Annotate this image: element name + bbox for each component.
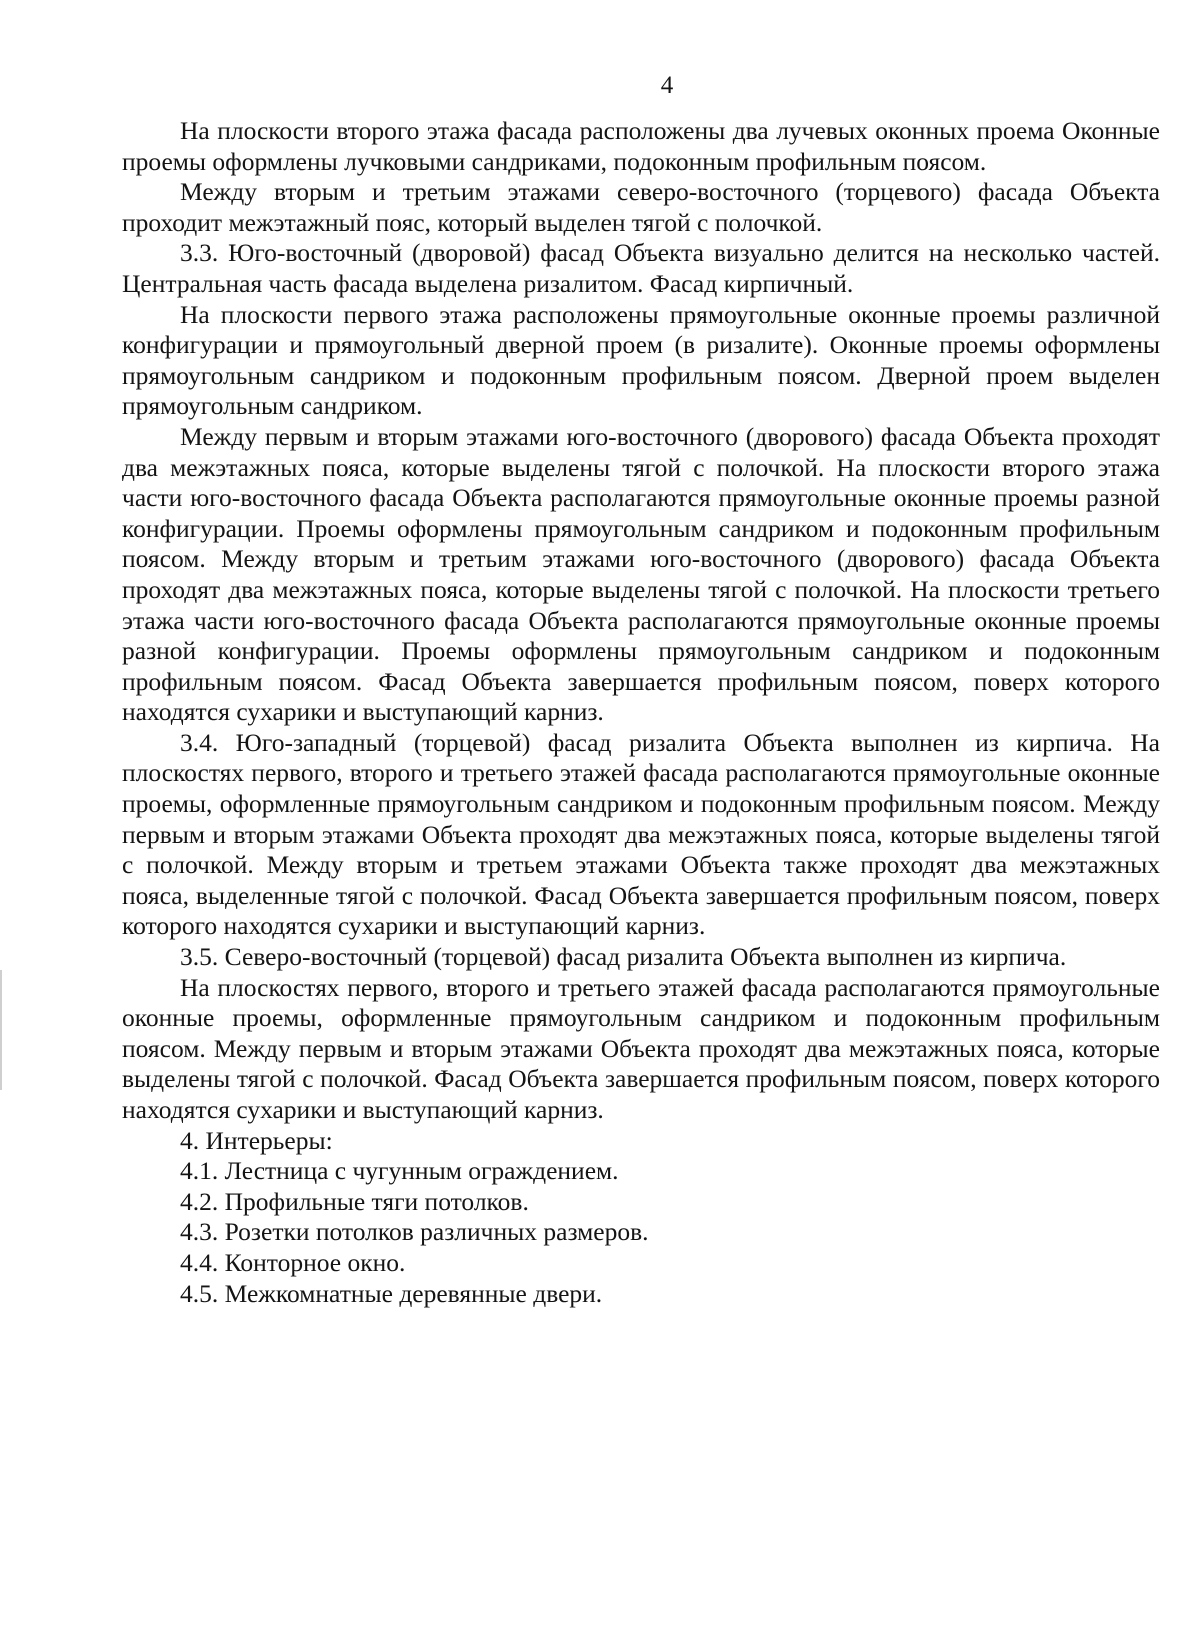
- page-number: 4: [660, 72, 674, 99]
- interiors-item: 4.5. Межкомнатные деревянные двери.: [180, 1278, 603, 1308]
- paragraph-southeast-facade: 3.3. Юго-восточный (дворовой) фасад Объекта визуально делится на несколько частей. Центральная часть фасада выделена ризалитом. Фасад кирпичный.: [122, 238, 1160, 298]
- interiors-item: 4.4. Конторное окно.: [180, 1247, 406, 1277]
- document-body: [122, 116, 1160, 1309]
- paragraph-second-floor-windows: На плоскости второго этажа фасада расположены два лучевых оконных проема Оконные проемы оформлены лучковыми сандриками, подоконным профильным поясом.: [122, 116, 1160, 176]
- paragraph-interfloor-belts-southeast: Между первым и вторым этажами юго-восточного (дворового) фасада Объекта проходят два межэтажных пояса, которые выделены тягой с полочкой. На плоскости второго этажа части юго-восточного фасада Объекта располагаются прямоугольные оконные проемы разной конфигурации. Проемы оформлены прямоугольным сандриком и подоконным профильным поясом. Между вторым и третьим этажами юго-восточного (дворового) фасада Объекта проходят два межэтажных пояса, которые выделены тягой с полочкой. На плоскости третьего этажа части юго-восточного фасада Объекта располагаются прямоугольные оконные проемы разной конфигурации. Проемы оформлены прямоугольным сандриком и подоконным профильным поясом. Фасад Объекта завершается профильным поясом, поверх которого находятся сухарики и выступающий карниз.: [122, 421, 1160, 727]
- interiors-item: 4.2. Профильные тяги потолков.: [180, 1186, 529, 1216]
- paragraph-northeast-risalit-details: На плоскостях первого, второго и третьего этажей фасада располагаются прямоугольные оконные проемы, оформленные прямоугольным сандриком и подоконным профильным поясом. Между первым и вторым этажами Объекта проходят два межэтажных пояса, которые выделены тягой с полочкой. Фасад Объекта завершается профильным поясом, поверх которого находятся сухарики и выступающий карниз.: [122, 972, 1160, 1124]
- paragraph-interfloor-belt-northeast: Между вторым и третьим этажами северо-восточного (торцевого) фасада Объекта проходит межэтажный пояс, который выделен тягой с полочкой.: [122, 177, 1160, 237]
- interiors-heading: 4. Интерьеры:: [180, 1125, 333, 1155]
- interiors-item: 4.1. Лестница с чугунным ограждением.: [180, 1156, 619, 1186]
- interiors-item: 4.3. Розетки потолков различных размеров.: [180, 1217, 649, 1247]
- paragraph-northeast-risalit-heading: 3.5. Северо-восточный (торцевой) фасад ризалита Объекта выполнен из кирпича.: [180, 942, 1067, 972]
- paragraph-southwest-facade: 3.4. Юго-западный (торцевой) фасад ризалита Объекта выполнен из кирпича. На плоскостях первого, второго и третьего этажей фасада располагаются прямоугольные оконные проемы, оформленные прямоугольным сандриком и подоконным профильным поясом. Между первым и вторым этажами Объекта проходят два межэтажных пояса, которые выделены тягой с полочкой. Между вторым и третьем этажами Объекта также проходят два межэтажных пояса, выделенные тягой с полочкой. Фасад Объекта завершается профильным поясом, поверх которого находятся сухарики и выступающий карниз.: [122, 727, 1160, 941]
- paragraph-first-floor-openings: На плоскости первого этажа расположены прямоугольные оконные проемы различной конфигурации и прямоугольный дверной проем (в ризалите). Оконные проемы оформлены прямоугольным сандриком и подоконным профильным поясом. Дверной проем выделен прямоугольным сандриком.: [122, 299, 1160, 421]
- scan-edge-mark: [0, 970, 2, 1090]
